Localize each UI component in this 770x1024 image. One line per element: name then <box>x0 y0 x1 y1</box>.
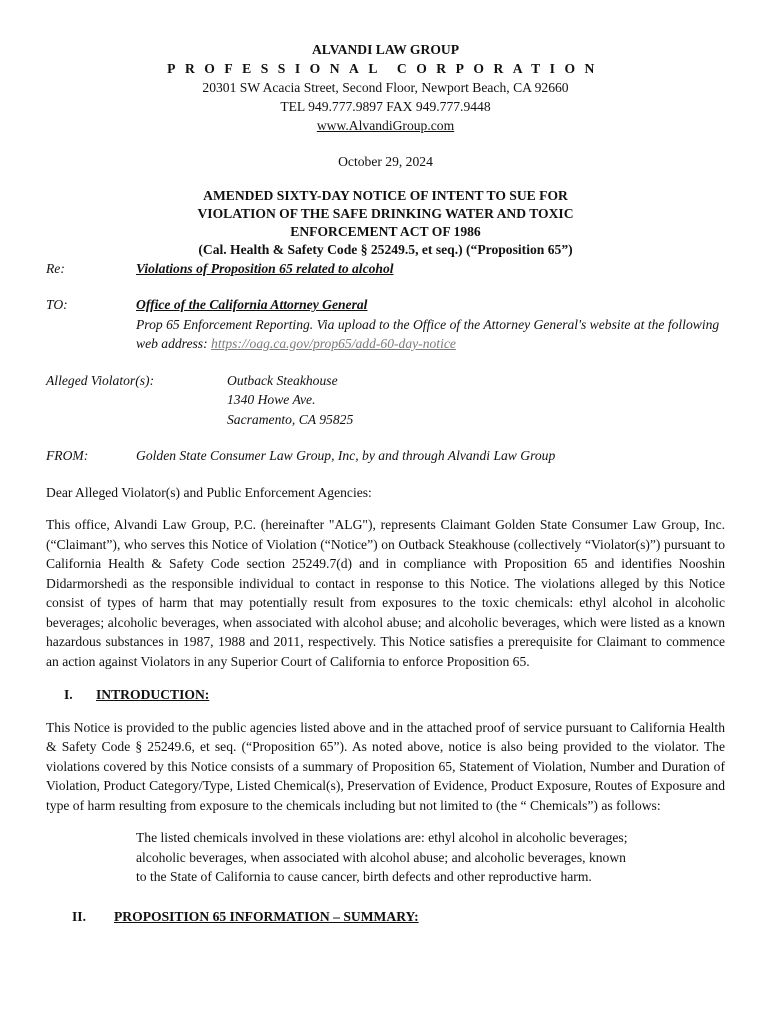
firm-name: ALVANDI LAW GROUP <box>311 42 460 57</box>
firm-subtitle-left: PROFESSIONAL <box>167 61 387 76</box>
firm-subtitle <box>46 59 725 78</box>
to-instructions-text: Prop 65 Enforcement Reporting. Via upload to the Office of the Attorney General's website at the following web address: <box>136 316 720 351</box>
firm-phone: TEL 949.777.9897 FAX 949.777.9448 <box>280 99 491 114</box>
letterhead <box>46 40 725 135</box>
section-title: INTRODUCTION: <box>96 687 210 702</box>
letter-date: October 29, 2024 <box>338 154 433 169</box>
re-line <box>46 259 725 279</box>
firm-website-link[interactable]: www.AlvandiGroup.com <box>316 118 455 133</box>
notice-title-main: AMENDED SIXTY-DAY NOTICE OF INTENT TO SUE FOR VIOLATION OF THE SAFE DRINKING WATER AND TOXIC ENFORCEMENT ACT OF 1986 <box>197 187 574 239</box>
listed-chemicals-quote: The listed chemicals involved in these violations are: ethyl alcohol in alcoholic beverages; alcoholic beverages, when associated with alcohol abuse; and alcoholic beverages, known to the State of California to cause cancer, birth defects and other reproductive harm. <box>136 830 628 884</box>
from-label: FROM: <box>46 448 89 463</box>
violator-street: 1340 Howe Ave. <box>227 392 316 407</box>
violator-block <box>46 371 725 430</box>
from-value: Golden State Consumer Law Group, Inc, by and through Alvandi Law Group <box>136 448 556 463</box>
violator-city: Sacramento, CA 95825 <box>227 411 354 427</box>
to-block <box>46 295 725 354</box>
violator-name: Outback Steakhouse <box>227 372 338 388</box>
section-number: I. <box>64 687 73 702</box>
firm-address: 20301 SW Acacia Street, Second Floor, Newport Beach, CA 92660 <box>202 80 569 95</box>
oag-upload-link[interactable]: https://oag.ca.gov/prop65/add-60-day-notice <box>211 336 456 351</box>
salutation: Dear Alleged Violator(s) and Public Enforcement Agencies: <box>46 484 372 500</box>
violator-label: Alleged Violator(s): <box>46 372 155 388</box>
section-heading-introduction <box>46 685 725 705</box>
intro-paragraph: This office, Alvandi Law Group, P.C. (hereinafter "ALG"), represents Claimant Golden State Consumer Law Group, Inc. (“Claimant”), who serves this Notice of Violation (“Notice”) on Outback Steakhouse (collectively “Violator(s)”) pursuant to California Health & Safety Code section 25249.7(d) and in compliance with Proposition 65 and identifies Nooshin Didarmorshedi as the responsible individual to contact in response to this Notice. The violations alleged by this Notice consist of types of harm that may potentially result from exposures to the toxic chemicals: ethyl alcohol in alcoholic beverages; alcoholic beverages, when associated with alcohol abuse; and alcoholic beverages, which were listed as a known hazardous substances in 1987, 1988 and 2011, respectively. This Notice satisfies a prerequisite for Claimant to commence an action against Violators in any Superior Court of California to enforce Proposition 65. <box>46 517 725 669</box>
to-instructions <box>136 315 725 354</box>
notice-title <box>46 187 725 259</box>
section-number: II. <box>72 908 86 924</box>
to-label: TO: <box>46 297 68 312</box>
introduction-paragraph: This Notice is provided to the public agencies listed above and in the attached proof of service pursuant to California Health & Safety Code § 25249.6, et seq. (“Proposition 65”). As noted above, notice is also being provided to the violator. The violations covered by this Notice consists of a summary of Proposition 65, Statement of Violation, Number and Duration of Violation, Product Category/Type, Listed Chemical(s), Preservation of Evidence, Product Exposure, Routes of Exposure and type of harm resulting from exposure to the chemicals including but not limited to (the “ Chemicals”) as follows: <box>46 719 725 813</box>
to-recipient: Office of the California Attorney General <box>136 297 368 312</box>
notice-title-citation: (Cal. Health & Safety Code § 25249.5, et seq.) (“Proposition 65”) <box>198 241 573 257</box>
re-label: Re: <box>46 260 65 276</box>
from-line <box>46 446 725 466</box>
firm-subtitle-right: CORPORATION <box>396 61 604 76</box>
section-title: PROPOSITION 65 INFORMATION – SUMMARY: <box>114 908 419 924</box>
section-heading-summary <box>46 907 725 927</box>
re-value: Violations of Proposition 65 related to alcohol <box>136 260 394 276</box>
